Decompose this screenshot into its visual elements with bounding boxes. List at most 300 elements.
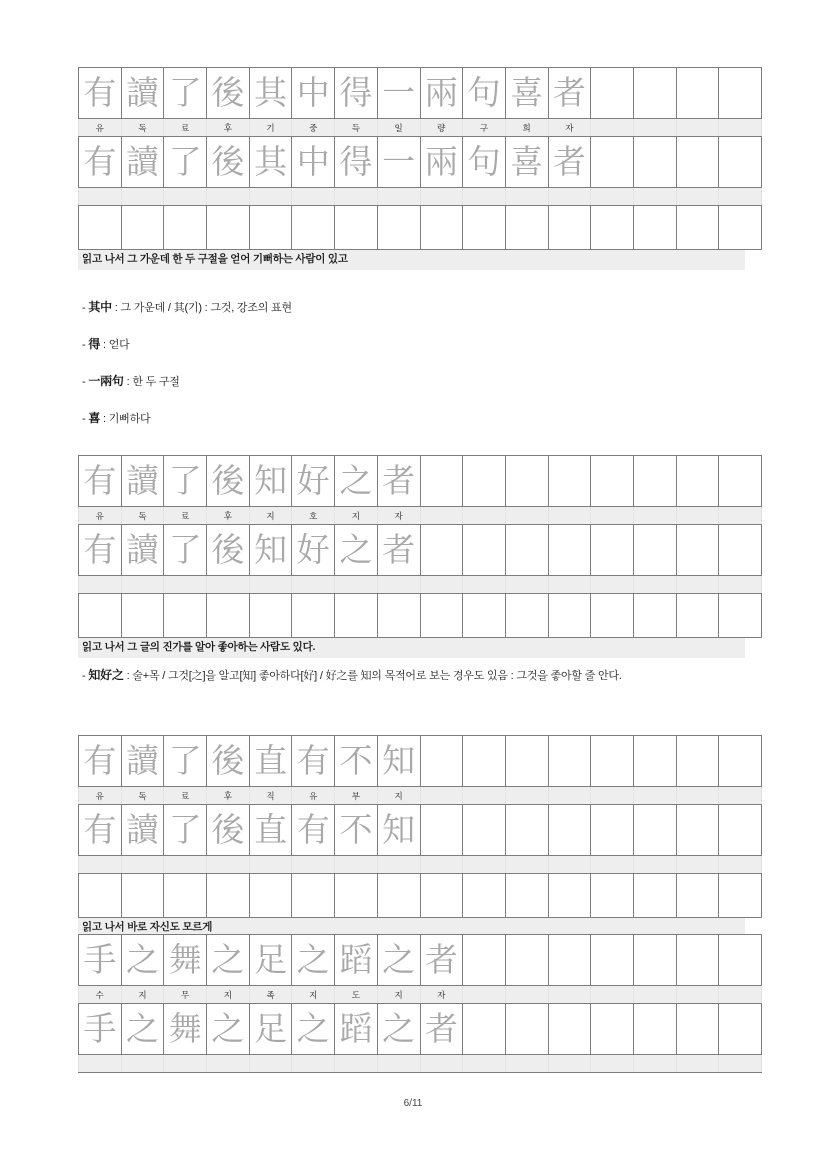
- char-cell: [420, 525, 463, 576]
- blank-cell[interactable]: [79, 594, 122, 638]
- blank-cell[interactable]: [420, 206, 463, 250]
- blank-cell[interactable]: [591, 594, 634, 638]
- reading-cell: 호: [292, 507, 335, 525]
- char-cell: [719, 935, 762, 986]
- spacer-cell: [292, 576, 335, 594]
- hanja-grid-3: [78, 735, 762, 918]
- spacer-cell: [164, 188, 207, 206]
- char-cell: [591, 1004, 634, 1055]
- char-cell: [719, 137, 762, 188]
- char-cell: 有: [292, 805, 335, 856]
- reading-cell: 후: [207, 507, 250, 525]
- spacer-cell: [420, 188, 463, 206]
- reading-cell: 료: [164, 507, 207, 525]
- blank-cell[interactable]: [335, 206, 378, 250]
- char-cell: 蹈: [335, 1004, 378, 1055]
- char-cell: 得: [335, 68, 378, 119]
- spacer-cell: [719, 856, 762, 874]
- blank-cell[interactable]: [633, 594, 676, 638]
- reading-cell: 유: [79, 507, 122, 525]
- note-dash: -: [82, 670, 86, 682]
- spacer-cell: [164, 576, 207, 594]
- reading-cell: 득: [335, 119, 378, 137]
- char-cell: 有: [79, 68, 122, 119]
- spacer-cell: [505, 188, 548, 206]
- reading-row-4: [79, 986, 762, 1004]
- reading-cell: [591, 787, 634, 805]
- char-cell: [676, 805, 719, 856]
- blank-cell[interactable]: [79, 874, 122, 918]
- reading-cell: 량: [420, 119, 463, 137]
- reading-cell: 중: [292, 119, 335, 137]
- char-cell: 知: [249, 456, 292, 507]
- blank-cell[interactable]: [463, 874, 506, 918]
- char-cell: 有: [79, 137, 122, 188]
- character-row-traced-1b: [79, 137, 762, 188]
- char-cell: 之: [335, 525, 378, 576]
- char-cell: [420, 805, 463, 856]
- char-cell: 句: [463, 68, 506, 119]
- char-cell: 喜: [505, 137, 548, 188]
- spacer-cell: [335, 856, 378, 874]
- note-dash: -: [82, 302, 86, 314]
- reading-cell: [420, 787, 463, 805]
- blank-cell[interactable]: [121, 874, 164, 918]
- reading-cell: [420, 507, 463, 525]
- char-cell: 之: [207, 1004, 250, 1055]
- note-term: 知好之: [88, 668, 124, 682]
- char-cell: 讀: [121, 137, 164, 188]
- char-cell: [463, 525, 506, 576]
- note-gloss: 한 두 구절: [132, 376, 180, 388]
- char-cell: [633, 137, 676, 188]
- spacer-cell: [79, 1055, 122, 1073]
- char-cell: 其: [249, 137, 292, 188]
- char-cell: 了: [164, 137, 207, 188]
- char-cell: 有: [79, 805, 122, 856]
- blank-practice-row-3[interactable]: [79, 874, 762, 918]
- char-cell: 一: [377, 137, 420, 188]
- spacer-cell: [121, 576, 164, 594]
- reading-cell: [548, 787, 591, 805]
- char-cell: 後: [207, 525, 250, 576]
- character-row-traced-2b: [79, 525, 762, 576]
- char-cell: 不: [335, 805, 378, 856]
- reading-cell: [463, 787, 506, 805]
- reading-cell: 족: [249, 986, 292, 1004]
- note-gloss: 그 가운데 / 其(기) : 그것, 강조의 표현: [120, 302, 292, 314]
- char-cell: 喜: [505, 68, 548, 119]
- char-cell: [719, 805, 762, 856]
- char-cell: 之: [292, 1004, 335, 1055]
- note-term: 喜: [88, 411, 101, 425]
- char-cell: 了: [164, 736, 207, 787]
- char-cell: 直: [249, 736, 292, 787]
- note-item: [82, 411, 762, 426]
- spacer-cell: [719, 188, 762, 206]
- blank-cell[interactable]: [505, 206, 548, 250]
- char-cell: [463, 1004, 506, 1055]
- char-cell: 之: [121, 935, 164, 986]
- reading-cell: [719, 986, 762, 1004]
- reading-cell: [548, 986, 591, 1004]
- page-number-footer: 6/11: [403, 1098, 423, 1109]
- char-cell: 有: [292, 736, 335, 787]
- note-gloss: 얻다: [108, 339, 130, 351]
- reading-cell: 후: [207, 119, 250, 137]
- reading-cell: [633, 507, 676, 525]
- char-cell: 足: [249, 935, 292, 986]
- blank-cell[interactable]: [121, 206, 164, 250]
- reading-cell: 일: [377, 119, 420, 137]
- char-cell: [633, 68, 676, 119]
- char-cell: 好: [292, 525, 335, 576]
- blank-practice-row-2[interactable]: [79, 594, 762, 638]
- blank-cell[interactable]: [377, 874, 420, 918]
- char-cell: [676, 1004, 719, 1055]
- char-cell: [676, 68, 719, 119]
- reading-row-2: [79, 507, 762, 525]
- char-cell: 句: [463, 137, 506, 188]
- reading-cell: [548, 507, 591, 525]
- spacer-cell: [207, 188, 250, 206]
- blank-cell[interactable]: [121, 594, 164, 638]
- spacer-cell: [676, 188, 719, 206]
- practice-block-1: [78, 67, 745, 270]
- reading-cell: [591, 507, 634, 525]
- char-cell: [676, 456, 719, 507]
- char-cell: 讀: [121, 525, 164, 576]
- note-term: 其中: [88, 300, 112, 314]
- spacer-cell: [377, 856, 420, 874]
- reading-cell: 지: [377, 986, 420, 1004]
- blank-cell[interactable]: [719, 594, 762, 638]
- char-cell: 手: [79, 935, 122, 986]
- character-row-traced-1a: [79, 68, 762, 119]
- char-cell: [719, 736, 762, 787]
- note-dash: -: [82, 376, 86, 388]
- reading-cell: [633, 986, 676, 1004]
- blank-cell[interactable]: [292, 206, 335, 250]
- note-item: [82, 374, 762, 389]
- blank-cell[interactable]: [292, 874, 335, 918]
- spacer-cell: [676, 1055, 719, 1073]
- blank-cell[interactable]: [420, 874, 463, 918]
- char-cell: [633, 525, 676, 576]
- char-cell: 後: [207, 456, 250, 507]
- char-cell: [463, 736, 506, 787]
- spacer-cell: [591, 856, 634, 874]
- note-gloss: 기뻐하다: [108, 413, 151, 425]
- reading-cell: 도: [335, 986, 378, 1004]
- reading-cell: [676, 507, 719, 525]
- blank-cell[interactable]: [377, 206, 420, 250]
- char-cell: [633, 805, 676, 856]
- char-cell: 不: [335, 736, 378, 787]
- char-cell: [505, 525, 548, 576]
- spacer-cell: [633, 1055, 676, 1073]
- char-cell: 者: [420, 1004, 463, 1055]
- blank-cell[interactable]: [335, 594, 378, 638]
- blank-cell[interactable]: [719, 874, 762, 918]
- char-cell: 直: [249, 805, 292, 856]
- reading-cell: [463, 507, 506, 525]
- spacer-cell: [292, 188, 335, 206]
- char-cell: 知: [377, 736, 420, 787]
- reading-cell: 자: [377, 507, 420, 525]
- spacer-cell: [377, 1055, 420, 1073]
- reading-cell: [505, 507, 548, 525]
- spacer-cell: [335, 188, 378, 206]
- spacer-cell: [79, 856, 122, 874]
- note-item: [82, 337, 762, 352]
- char-cell: 者: [548, 137, 591, 188]
- reading-cell: [676, 986, 719, 1004]
- spacer-cell: [463, 1055, 506, 1073]
- char-cell: 兩: [420, 68, 463, 119]
- char-cell: 中: [292, 68, 335, 119]
- spacer-cell: [164, 1055, 207, 1073]
- spacer-cell: [591, 1055, 634, 1073]
- reading-cell: [633, 119, 676, 137]
- char-cell: 之: [207, 935, 250, 986]
- reading-cell: 독: [121, 507, 164, 525]
- blank-cell[interactable]: [548, 874, 591, 918]
- reading-cell: 자: [548, 119, 591, 137]
- practice-block-2: [78, 455, 745, 658]
- char-cell: 有: [79, 525, 122, 576]
- spacer-cell: [292, 856, 335, 874]
- reading-cell: [676, 787, 719, 805]
- note-term: 得: [88, 337, 101, 351]
- char-cell: 一: [377, 68, 420, 119]
- blank-cell[interactable]: [207, 594, 250, 638]
- spacer-cell: [207, 856, 250, 874]
- blank-cell[interactable]: [249, 594, 292, 638]
- blank-cell[interactable]: [719, 206, 762, 250]
- blank-cell[interactable]: [633, 874, 676, 918]
- char-cell: [633, 935, 676, 986]
- char-cell: [719, 456, 762, 507]
- char-cell: [591, 137, 634, 188]
- reading-cell: 지: [249, 507, 292, 525]
- char-cell: [548, 1004, 591, 1055]
- reading-cell: [676, 119, 719, 137]
- char-cell: [505, 935, 548, 986]
- hanja-grid-1: [78, 67, 762, 250]
- spacer-cell: [505, 1055, 548, 1073]
- character-row-traced-4b: [79, 1004, 762, 1055]
- char-cell: 者: [420, 935, 463, 986]
- char-cell: [719, 68, 762, 119]
- char-cell: [505, 805, 548, 856]
- spacer-cell: [164, 856, 207, 874]
- spacer-row-2: [79, 576, 762, 594]
- spacer-cell: [676, 576, 719, 594]
- reading-cell: [719, 787, 762, 805]
- char-cell: 後: [207, 137, 250, 188]
- reading-cell: [591, 986, 634, 1004]
- spacer-cell: [121, 1055, 164, 1073]
- char-cell: [548, 736, 591, 787]
- char-cell: [633, 456, 676, 507]
- char-cell: [463, 456, 506, 507]
- reading-cell: [719, 507, 762, 525]
- blank-cell[interactable]: [591, 874, 634, 918]
- blank-cell[interactable]: [548, 594, 591, 638]
- blank-cell[interactable]: [207, 874, 250, 918]
- blank-cell[interactable]: [207, 206, 250, 250]
- spacer-cell: [548, 1055, 591, 1073]
- char-cell: [548, 935, 591, 986]
- spacer-cell: [377, 188, 420, 206]
- reading-cell: 유: [79, 787, 122, 805]
- note-term: 一兩句: [88, 374, 124, 388]
- spacer-cell: [249, 576, 292, 594]
- char-cell: 了: [164, 805, 207, 856]
- reading-cell: 료: [164, 787, 207, 805]
- note-dash: -: [82, 413, 86, 425]
- reading-cell: 지: [377, 787, 420, 805]
- char-cell: 者: [548, 68, 591, 119]
- char-cell: [719, 525, 762, 576]
- blank-cell[interactable]: [676, 594, 719, 638]
- char-cell: 之: [121, 1004, 164, 1055]
- reading-cell: 후: [207, 787, 250, 805]
- char-cell: 好: [292, 456, 335, 507]
- reading-cell: 지: [121, 986, 164, 1004]
- spacer-cell: [207, 576, 250, 594]
- reading-cell: 자: [420, 986, 463, 1004]
- char-cell: 知: [249, 525, 292, 576]
- spacer-row-3: [79, 856, 762, 874]
- spacer-row-1: [79, 188, 762, 206]
- spacer-cell: [505, 856, 548, 874]
- blank-cell[interactable]: [164, 874, 207, 918]
- blank-cell[interactable]: [548, 206, 591, 250]
- spacer-cell: [676, 856, 719, 874]
- reading-cell: 독: [121, 787, 164, 805]
- blank-cell[interactable]: [249, 206, 292, 250]
- blank-cell[interactable]: [164, 206, 207, 250]
- reading-cell: 부: [335, 787, 378, 805]
- spacer-cell: [292, 1055, 335, 1073]
- reading-cell: [505, 986, 548, 1004]
- spacer-cell: [633, 856, 676, 874]
- spacer-cell: [420, 576, 463, 594]
- character-row-traced-3a: [79, 736, 762, 787]
- practice-block-3: [78, 735, 745, 938]
- char-cell: 手: [79, 1004, 122, 1055]
- blank-cell[interactable]: [633, 206, 676, 250]
- reading-cell: [591, 119, 634, 137]
- char-cell: 之: [335, 456, 378, 507]
- note-item: [82, 668, 762, 683]
- spacer-cell: [505, 576, 548, 594]
- spacer-cell: [548, 856, 591, 874]
- blank-cell[interactable]: [335, 874, 378, 918]
- reading-cell: 지: [207, 986, 250, 1004]
- spacer-cell: [335, 1055, 378, 1073]
- blank-cell[interactable]: [463, 206, 506, 250]
- blank-cell[interactable]: [292, 594, 335, 638]
- note-item: [82, 300, 762, 315]
- char-cell: 者: [377, 456, 420, 507]
- blank-cell[interactable]: [420, 594, 463, 638]
- spacer-cell: [548, 576, 591, 594]
- blank-cell[interactable]: [164, 594, 207, 638]
- spacer-cell: [463, 188, 506, 206]
- reading-cell: 료: [164, 119, 207, 137]
- blank-cell[interactable]: [505, 594, 548, 638]
- reading-cell: [463, 986, 506, 1004]
- blank-cell[interactable]: [676, 874, 719, 918]
- char-cell: [505, 736, 548, 787]
- char-cell: [548, 456, 591, 507]
- spacer-cell: [249, 856, 292, 874]
- spacer-row-4: [79, 1055, 762, 1073]
- note-separator: :: [126, 376, 130, 388]
- char-cell: [591, 805, 634, 856]
- char-cell: 後: [207, 736, 250, 787]
- reading-cell: 유: [79, 119, 122, 137]
- note-dash: -: [82, 339, 86, 351]
- blank-cell[interactable]: [79, 206, 122, 250]
- char-cell: [420, 736, 463, 787]
- reading-cell: 지: [292, 986, 335, 1004]
- reading-cell: [719, 119, 762, 137]
- spacer-cell: [79, 188, 122, 206]
- spacer-cell: [463, 856, 506, 874]
- spacer-cell: [719, 576, 762, 594]
- blank-cell[interactable]: [463, 594, 506, 638]
- reading-cell: [505, 787, 548, 805]
- blank-cell[interactable]: [591, 206, 634, 250]
- spacer-cell: [719, 1055, 762, 1073]
- blank-cell[interactable]: [377, 594, 420, 638]
- blank-practice-row-1[interactable]: [79, 206, 762, 250]
- translation-caption-3: 읽고 나서 바로 자신도 모르게: [78, 918, 745, 938]
- blank-cell[interactable]: [249, 874, 292, 918]
- char-cell: [591, 935, 634, 986]
- char-cell: 了: [164, 525, 207, 576]
- hanja-grid-4: [78, 934, 762, 1073]
- vocabulary-notes-2: [82, 668, 762, 705]
- note-gloss: 술+목 / 그것[之]을 알고[知] 좋아하다[好] / 好之를 知의 목적어로 보는 경우도 있음 : 그것을 좋아할 줄 안다.: [132, 670, 622, 682]
- translation-caption-2: 읽고 나서 그 글의 진가를 알아 좋아하는 사람도 있다.: [78, 638, 745, 658]
- reading-cell: 기: [249, 119, 292, 137]
- reading-cell: 직: [249, 787, 292, 805]
- note-separator: :: [103, 339, 106, 351]
- char-cell: 者: [377, 525, 420, 576]
- spacer-cell: [249, 1055, 292, 1073]
- char-cell: [633, 736, 676, 787]
- char-cell: [633, 1004, 676, 1055]
- char-cell: [591, 525, 634, 576]
- spacer-cell: [633, 576, 676, 594]
- reading-cell: 구: [463, 119, 506, 137]
- reading-cell: [633, 787, 676, 805]
- reading-cell: 희: [505, 119, 548, 137]
- reading-cell: 유: [292, 787, 335, 805]
- char-cell: [676, 935, 719, 986]
- character-row-traced-3b: [79, 805, 762, 856]
- blank-cell[interactable]: [676, 206, 719, 250]
- char-cell: 舞: [164, 1004, 207, 1055]
- char-cell: 讀: [121, 68, 164, 119]
- spacer-cell: [121, 856, 164, 874]
- blank-cell[interactable]: [505, 874, 548, 918]
